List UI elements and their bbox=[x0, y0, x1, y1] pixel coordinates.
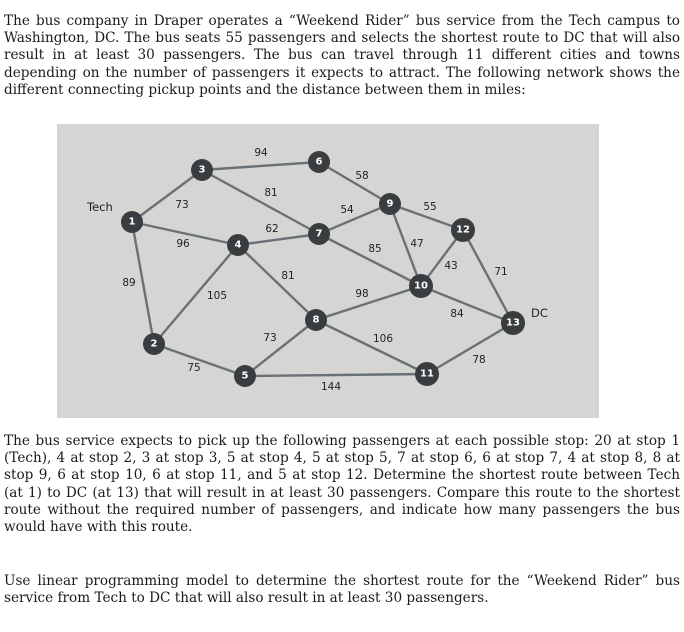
edge-label-7-10: 85 bbox=[368, 243, 382, 255]
edge-label-6-9: 58 bbox=[355, 170, 369, 182]
edge-5-11 bbox=[245, 374, 427, 376]
edge-11-13 bbox=[427, 323, 513, 374]
node-6-label: 6 bbox=[315, 156, 323, 168]
edge-3-7 bbox=[202, 170, 319, 234]
edge-label-3-7: 81 bbox=[264, 187, 278, 199]
edge-label-12-13: 71 bbox=[494, 266, 508, 278]
edge-label-4-7: 62 bbox=[265, 223, 279, 235]
edge-6-9 bbox=[319, 162, 390, 204]
edge-label-9-10: 47 bbox=[410, 238, 424, 250]
dc-label: DC bbox=[531, 306, 548, 320]
node-3-label: 3 bbox=[198, 164, 206, 176]
edge-label-10-13: 84 bbox=[450, 308, 464, 320]
edge-label-1-4: 96 bbox=[176, 238, 190, 250]
edge-label-8-10: 98 bbox=[355, 288, 369, 300]
node-10-label: 10 bbox=[414, 280, 428, 292]
edge-label-1-2: 89 bbox=[122, 277, 136, 289]
node-13-label: 13 bbox=[506, 317, 520, 329]
edge-label-8-11: 106 bbox=[372, 333, 394, 345]
node-8-label: 8 bbox=[312, 314, 320, 326]
edge-labels bbox=[122, 147, 507, 393]
edge-label-2-5: 75 bbox=[187, 362, 201, 374]
node-9-label: 9 bbox=[386, 198, 394, 210]
edge-label-5-11: 144 bbox=[320, 381, 342, 393]
edge-label-1-3: 73 bbox=[175, 199, 189, 211]
edge-label-12-10: 43 bbox=[444, 260, 458, 272]
node-4-label: 4 bbox=[234, 239, 242, 251]
node-1-label: 1 bbox=[128, 216, 136, 228]
edge-4-7 bbox=[238, 234, 319, 245]
edge-7-10 bbox=[319, 234, 424, 286]
edge-label-5-8: 73 bbox=[263, 332, 277, 344]
node-11-label: 11 bbox=[420, 368, 434, 380]
edge-10-13 bbox=[421, 286, 513, 323]
tech-label: Tech bbox=[87, 200, 113, 214]
edge-7-9 bbox=[319, 204, 390, 234]
edge-label-4-2: 105 bbox=[206, 290, 228, 302]
problem-intro: The bus company in Draper operates a “Weekend Rider” bus service from the Tech campus to Washington, DC. The bus seats 55 passengers and selects the shortest route to DC that will also result in at least 30 passengers. The bus can travel through 11 different cities and towns depending on the number of passengers it expects to attract. The following network shows the different connecting pickup points and the distance between them in miles: bbox=[4, 13, 680, 98]
node-7-label: 7 bbox=[315, 228, 323, 240]
edge-label-7-9: 54 bbox=[340, 204, 354, 216]
edge-label-9-12: 55 bbox=[423, 201, 437, 213]
edge-1-3 bbox=[132, 170, 202, 222]
node-2-label: 2 bbox=[150, 338, 158, 350]
network-figure bbox=[57, 124, 599, 418]
edge-label-4-8: 81 bbox=[281, 270, 295, 282]
node-5-label: 5 bbox=[241, 370, 249, 382]
edge-3-6 bbox=[202, 162, 319, 170]
network-diagram bbox=[57, 124, 599, 418]
edge-4-8 bbox=[238, 245, 316, 320]
passenger-description: The bus service expects to pick up the following passengers at each possible stop: 20 at stop 1 (Tech), 4 at stop 2, 3 at stop 3, 5 at stop 4, 5 at stop 5, 7 at stop 6, 6 at stop 7, 4 at stop 8, 8 at stop 9, 6 at stop 10, 6 at stop 11, and 5 at stop 12. Determine the shortest route between Tech (at 1) to DC (at 13) that will result in at least 30 passengers. Compare this route to the shortest route without the required number of passengers, and indicate how many passengers the bus would have with this route. bbox=[4, 433, 680, 536]
edge-8-11 bbox=[316, 320, 427, 374]
edge-label-11-13: 78 bbox=[472, 354, 486, 366]
problem-question: Use linear programming model to determine the shortest route for the “Weekend Rider” bus service from Tech to DC that will also result in at least 30 passengers. bbox=[4, 573, 680, 607]
edge-5-8 bbox=[245, 320, 316, 376]
edge-label-3-6: 94 bbox=[254, 147, 268, 159]
node-12-label: 12 bbox=[456, 224, 470, 236]
